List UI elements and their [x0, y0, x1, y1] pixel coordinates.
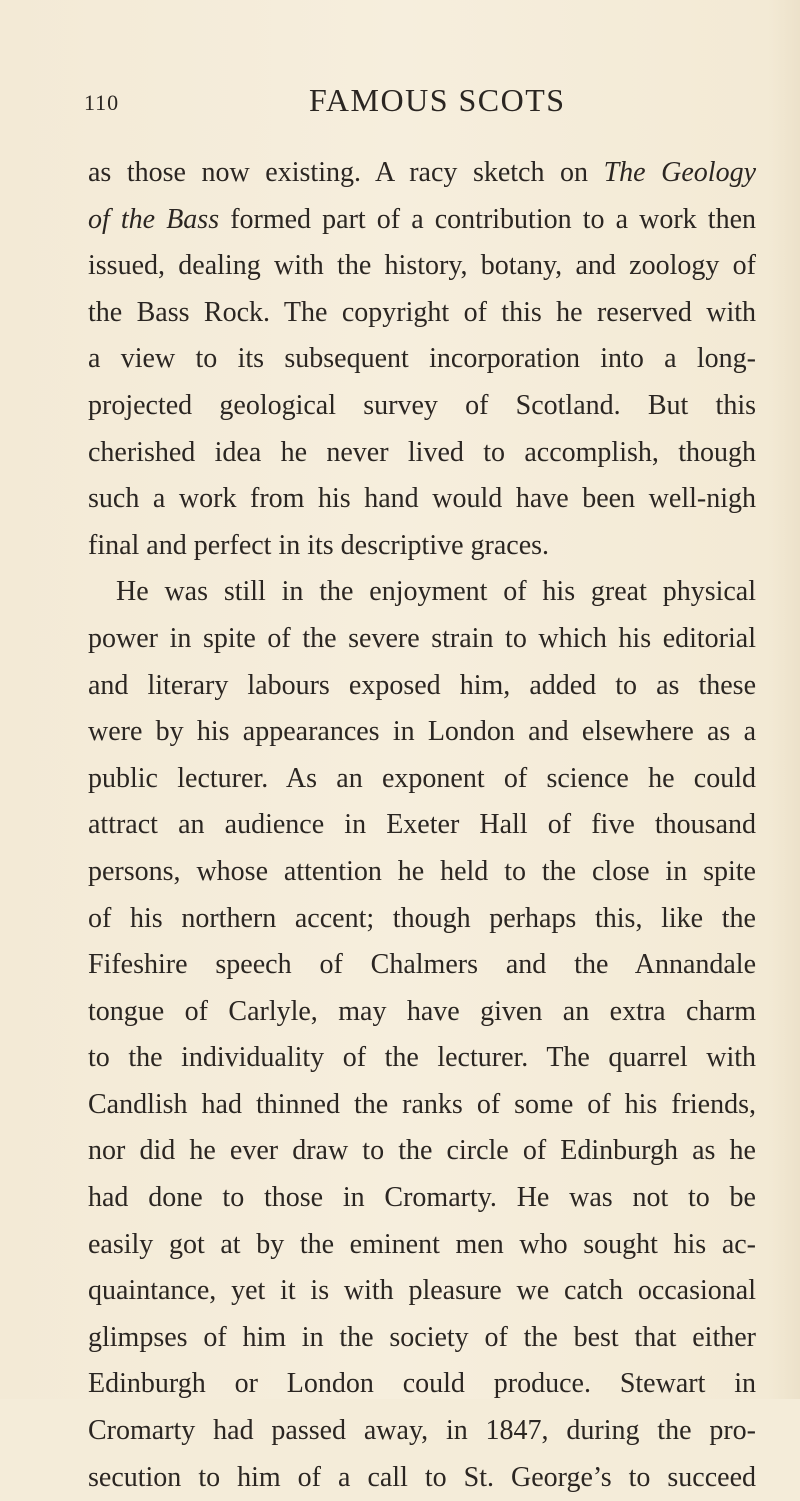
text-line	[88, 942, 756, 989]
text-line-segment: nor did he ever draw to the circle of Edinburgh as he	[88, 1135, 756, 1167]
text-line	[88, 1175, 756, 1222]
text-line-segment: of his northern accent; though perhaps this, like the	[88, 902, 756, 934]
text-line	[88, 430, 756, 477]
text-line	[88, 709, 756, 756]
text-line-segment: quaintance, yet it is with pleasure we catch occasional	[88, 1275, 756, 1307]
text-line	[88, 616, 756, 663]
text-line-segment: Edinburgh or London could produce. Stewart in	[88, 1368, 756, 1400]
text-line-segment: Cromarty had passed away, in 1847, during the pro-	[88, 1415, 756, 1447]
text-line-segment: cherished idea he never lived to accomplish, though	[88, 436, 756, 468]
text-line	[88, 1222, 756, 1269]
italic-title: of the Bass	[88, 203, 220, 235]
text-line-segment: easily got at by the eminent men who sought his ac-	[88, 1228, 756, 1260]
text-line-segment: final and perfect in its descriptive graces.	[88, 529, 550, 561]
text-line	[88, 1035, 756, 1082]
text-line	[88, 1268, 756, 1315]
text-line	[88, 523, 756, 570]
text-line	[88, 290, 756, 337]
text-line-segment: attract an audience in Exeter Hall of five thousand	[88, 809, 756, 841]
text-line	[88, 756, 756, 803]
text-line-segment: had done to those in Cromarty. He was not to be	[88, 1182, 756, 1214]
text-line	[88, 476, 756, 523]
text-line	[88, 849, 756, 896]
text-line-segment: Fifeshire speech of Chalmers and the Annandale	[88, 949, 756, 981]
text-line-segment: issued, dealing with the history, botany, and zoology of	[88, 250, 756, 282]
text-line-segment: projected geological survey of Scotland. But this	[88, 389, 756, 421]
text-line	[88, 896, 756, 943]
body-text	[88, 150, 756, 1501]
text-line-segment: public lecturer. As an exponent of science he could	[88, 762, 756, 794]
text-line	[88, 989, 756, 1036]
text-line	[88, 197, 756, 244]
text-line-segment: were by his appearances in London and elsewhere as a	[88, 716, 756, 748]
text-line	[88, 1455, 756, 1501]
text-line	[88, 1315, 756, 1362]
text-line	[88, 150, 756, 197]
text-line-segment: power in spite of the severe strain to which his editorial	[88, 622, 756, 654]
text-line	[88, 663, 756, 710]
text-line-segment: persons, whose attention he held to the close in spite	[88, 855, 756, 887]
text-line	[88, 1128, 756, 1175]
text-line	[88, 1082, 756, 1129]
text-line	[88, 802, 756, 849]
text-line	[88, 1361, 756, 1408]
italic-title: The Geology	[603, 157, 757, 188]
text-line-segment: tongue of Carlyle, may have given an extra charm	[88, 995, 756, 1027]
text-line-segment: formed part of a contribution to a work then	[219, 203, 756, 235]
text-line-segment: Candlish had thinned the ranks of some of his friends,	[88, 1088, 756, 1120]
text-line-segment: as those now existing. A racy sketch on	[88, 157, 604, 188]
text-line-segment: He was still in the enjoyment of his great physical	[116, 576, 756, 608]
text-line	[88, 383, 756, 430]
text-line-segment: and literary labours exposed him, added to as these	[88, 669, 756, 701]
text-line-segment: such a work from his hand would have been well-nigh	[88, 483, 756, 515]
text-line-segment: secution to him of a call to St. George’s to succeed	[88, 1461, 756, 1493]
text-line	[88, 1408, 756, 1455]
page-header	[84, 82, 752, 126]
text-line-segment: the Bass Rock. The copyright of this he reserved with	[88, 296, 756, 328]
running-head: FAMOUS SCOTS	[309, 82, 566, 118]
text-line-segment: a view to its subsequent incorporation into a long-	[88, 343, 756, 375]
text-line	[88, 243, 756, 290]
text-line-segment: to the individuality of the lecturer. The quarrel with	[88, 1042, 756, 1074]
text-line	[88, 336, 756, 383]
page-number: 110	[84, 90, 120, 115]
text-line-segment: glimpses of him in the society of the best that either	[88, 1321, 756, 1353]
text-line	[88, 569, 756, 616]
